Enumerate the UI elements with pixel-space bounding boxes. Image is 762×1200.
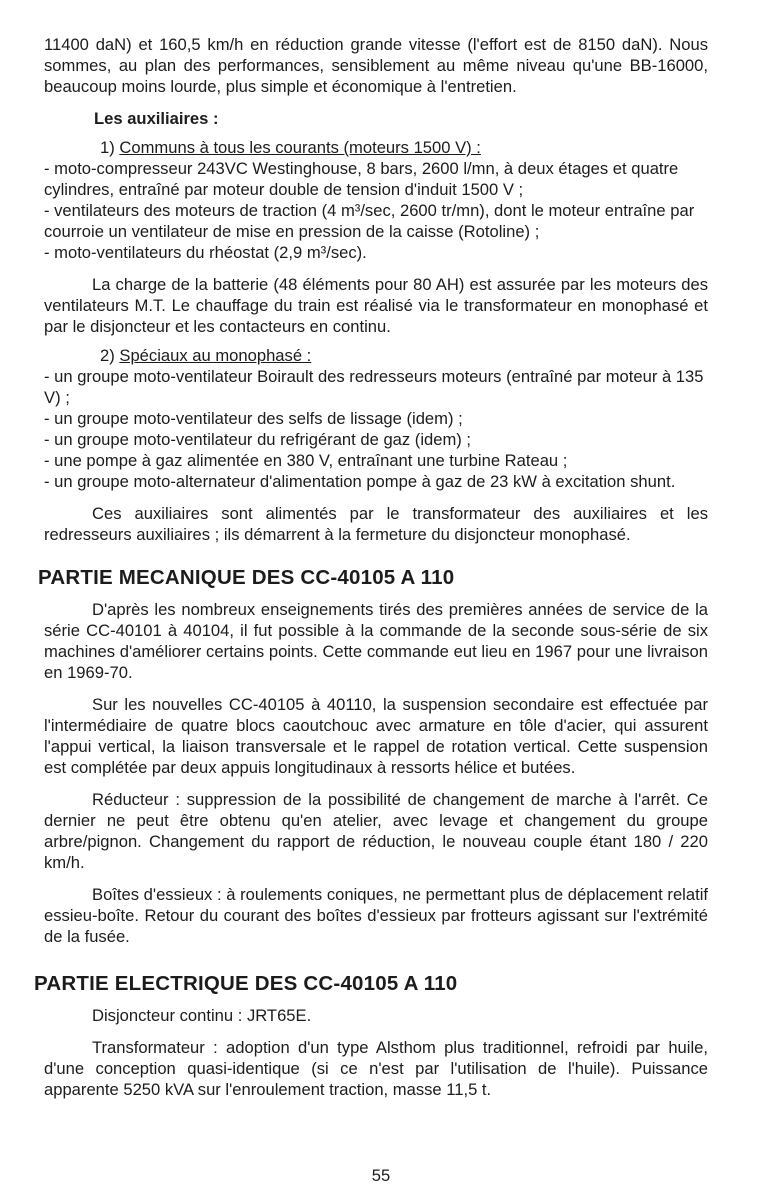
page-number: 55: [371, 1166, 391, 1185]
page-content: [34, 34, 708, 1100]
speciaux-subheading: [44, 345, 708, 366]
electrique-paragraph: Transformateur : adoption d'un type Alsthom plus traditionnel, refroidi par huile, d'une conception quasi-identique (si ce n'est par l'utilisation de l'huile). Puissance apparente 5250 kVA sur l'enroulement traction, masse 11,5 t.: [44, 1038, 708, 1099]
communs-number: 1): [100, 138, 115, 157]
communs-title: Communs à tous les courants (moteurs 1500 V) :: [119, 138, 481, 157]
list-item: - un groupe moto-ventilateur des selfs de lissage (idem) ;: [44, 409, 463, 428]
section-heading-electrique: PARTIE ELECTRIQUE DES CC-40105 A 110: [34, 972, 458, 995]
auxiliaires-paragraph: Ces auxiliaires sont alimentés par le transformateur des auxiliaires et les redresseurs auxiliaires ; ils démarrent à la fermeture du disjoncteur monophasé.: [44, 504, 708, 544]
section-heading-mecanique: PARTIE MECANIQUE DES CC-40105 A 110: [38, 566, 455, 589]
mecanique-paragraph: D'après les nombreux enseignements tirés des premières années de service de la série CC-40101 à 40104, il fut possible à la commande de la seconde sous-série de six machines d'améliorer certains points. Cette commande eut lieu en 1967 pour une livraison en 1969-70.: [44, 600, 708, 682]
list-item: - une pompe à gaz alimentée en 380 V, entraînant une turbine Rateau ;: [44, 451, 568, 470]
auxiliaires-heading: Les auxiliaires :: [94, 109, 219, 128]
list-item: - moto-ventilateurs du rhéostat (2,9 m³/sec).: [44, 243, 367, 262]
mecanique-paragraph: Réducteur : suppression de la possibilité de changement de marche à l'arrêt. Ce dernier ne peut être obtenu qu'en atelier, avec levage et changement du groupe arbre/pignon. Changement du rapport de réduction, le nouveau couple étant 180 / 220 km/h.: [44, 790, 708, 872]
batterie-paragraph: La charge de la batterie (48 éléments pour 80 AH) est assurée par les moteurs des ventilateurs M.T. Le chauffage du train est réalisé via le transformateur en monophasé et par le disjoncteur et les contacteurs en continu.: [44, 275, 708, 336]
list-item: - ventilateurs des moteurs de traction (4 m³/sec, 2600 tr/mn), dont le moteur entraîne par courroie un ventilateur de mise en pression de la caisse (Rotoline) ;: [44, 201, 695, 241]
communs-subheading: [44, 137, 708, 158]
list-item: - un groupe moto-ventilateur Boirault des redresseurs moteurs (entraîné par moteur à 135 V) ;: [44, 367, 704, 407]
speciaux-title: Spéciaux au monophasé :: [119, 346, 312, 365]
list-item: - un groupe moto-ventilateur du refrigérant de gaz (idem) ;: [44, 430, 472, 449]
list-item: - un groupe moto-alternateur d'alimentation pompe à gaz de 23 kW à excitation shunt.: [44, 472, 676, 491]
list-item: - moto-compresseur 243VC Westinghouse, 8 bars, 2600 l/mn, à deux étages et quatre cylindres, entraîné par moteur double de tension d'induit 1500 V ;: [44, 159, 679, 199]
electrique-paragraph: Disjoncteur continu : JRT65E.: [92, 1006, 312, 1025]
intro-paragraph: 11400 daN) et 160,5 km/h en réduction grande vitesse (l'effort est de 8150 daN). Nous sommes, au plan des performances, sensiblement au même niveau qu'une BB-16000, beaucoup moins lourde, plus simple et économique à l'entretien.: [44, 35, 708, 96]
mecanique-paragraph: Sur les nouvelles CC-40105 à 40110, la suspension secondaire est effectuée par l'intermédiaire de quatre blocs caoutchouc avec armature en tôle d'acier, qui assurent l'appui vertical, la liaison transversale et le rappel de rotation vertical. Cette suspension est complétée par deux appuis longitudinaux à ressorts hélice et butées.: [44, 695, 708, 777]
mecanique-paragraph: Boîtes d'essieux : à roulements coniques, ne permettant plus de déplacement relatif essieu-boîte. Retour du courant des boîtes d'essieux par frotteurs agissant sur l'extrémité de la fusée.: [44, 885, 708, 946]
speciaux-number: 2): [100, 346, 115, 365]
